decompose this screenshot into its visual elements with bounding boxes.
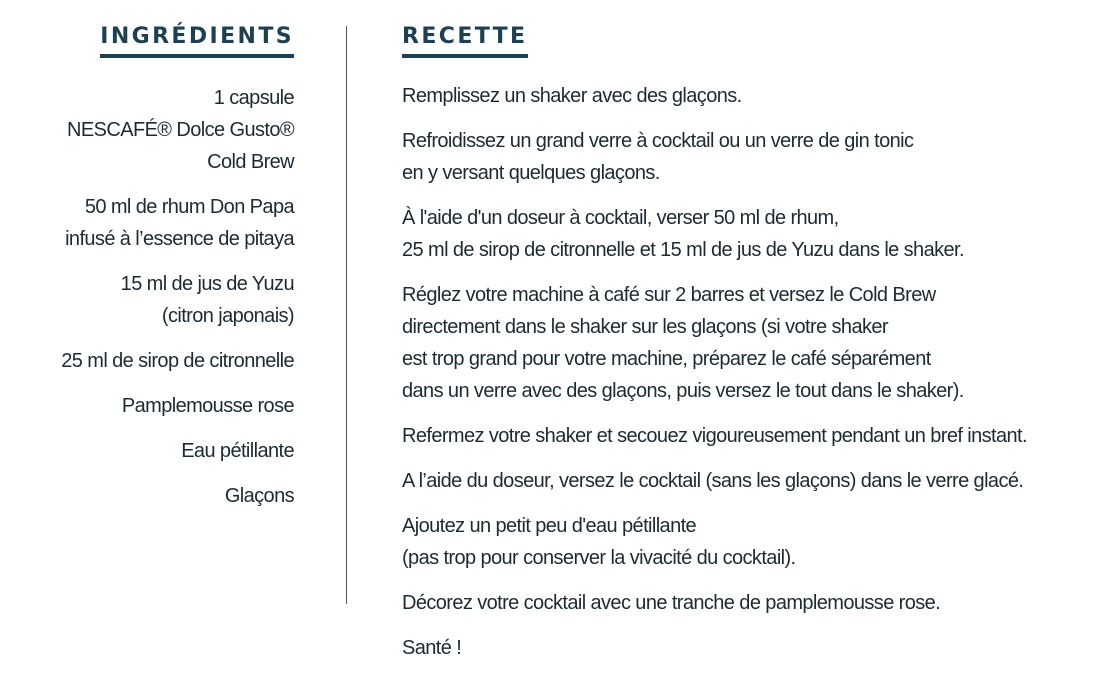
column-divider	[346, 26, 347, 604]
ingredient-line: NESCAFÉ® Dolce Gusto®	[67, 119, 294, 141]
recipe-step	[402, 587, 1092, 619]
ingredient-line: 15 ml de jus de Yuzu	[120, 273, 294, 295]
recipe-step	[402, 632, 1092, 664]
ingredient-line: Pamplemousse rose	[121, 395, 294, 417]
recipe-heading: RECETTE	[402, 22, 528, 58]
ingredient-line: Eau pétillante	[181, 440, 294, 462]
ingredient-item	[0, 268, 294, 332]
recipe-step	[402, 125, 1092, 189]
recipe-step-line: Refermez votre shaker et secouez vigoureusement pendant un bref instant.	[402, 425, 1027, 447]
ingredient-line: 1 capsule	[213, 87, 294, 109]
ingredient-line: infusé à l’essence de pitaya	[65, 228, 294, 250]
recipe-step-line: A l’aide du doseur, versez le cocktail (sans les glaçons) dans le verre glacé.	[402, 470, 1024, 492]
recipe-step-line: Décorez votre cocktail avec une tranche de pamplemousse rose.	[402, 592, 941, 614]
recipe-step-line: Remplissez un shaker avec des glaçons.	[402, 85, 742, 107]
recipe-step	[402, 420, 1092, 452]
ingredient-item	[0, 480, 294, 512]
recipe-step	[402, 510, 1092, 574]
recipe-step	[402, 279, 1092, 407]
recipe-step-line: (pas trop pour conserver la vivacité du cocktail).	[402, 547, 796, 569]
recipe-step-line: 25 ml de sirop de citronnelle et 15 ml de jus de Yuzu dans le shaker.	[402, 239, 964, 261]
recipe-step-line: Santé !	[402, 637, 462, 659]
recipe-step-line: en y versant quelques glaçons.	[402, 162, 660, 184]
recipe-step-line: dans un verre avec des glaçons, puis versez le tout dans le shaker).	[402, 380, 964, 402]
recipe-step-line: est trop grand pour votre machine, préparez le café séparément	[402, 348, 931, 370]
ingredient-line: Glaçons	[224, 485, 294, 507]
recipe-step-line: À l'aide d'un doseur à cocktail, verser 50 ml de rhum,	[402, 207, 839, 229]
recipe-step-line: Réglez votre machine à café sur 2 barres et versez le Cold Brew	[402, 284, 936, 306]
ingredient-line: 50 ml de rhum Don Papa	[84, 196, 294, 218]
ingredient-line: (citron japonais)	[161, 305, 294, 327]
recipe-steps	[402, 80, 1092, 677]
recipe-step-line: directement dans le shaker sur les glaçons (si votre shaker	[402, 316, 888, 338]
recipe-step	[402, 202, 1092, 266]
recipe-step-line: Refroidissez un grand verre à cocktail ou un verre de gin tonic	[402, 130, 914, 152]
ingredient-item	[0, 82, 294, 178]
ingredient-line: 25 ml de sirop de citronnelle	[61, 350, 294, 372]
recipe-step	[402, 465, 1092, 497]
recipe-step-line: Ajoutez un petit peu d'eau pétillante	[402, 515, 697, 537]
ingredient-line: Cold Brew	[207, 151, 294, 173]
ingredient-item	[0, 191, 294, 255]
ingredient-item	[0, 345, 294, 377]
ingredients-heading: INGRÉDIENTS	[100, 22, 294, 58]
ingredient-item	[0, 435, 294, 467]
ingredients-list	[0, 82, 294, 525]
recipe-step	[402, 80, 1092, 112]
ingredient-item	[0, 390, 294, 422]
